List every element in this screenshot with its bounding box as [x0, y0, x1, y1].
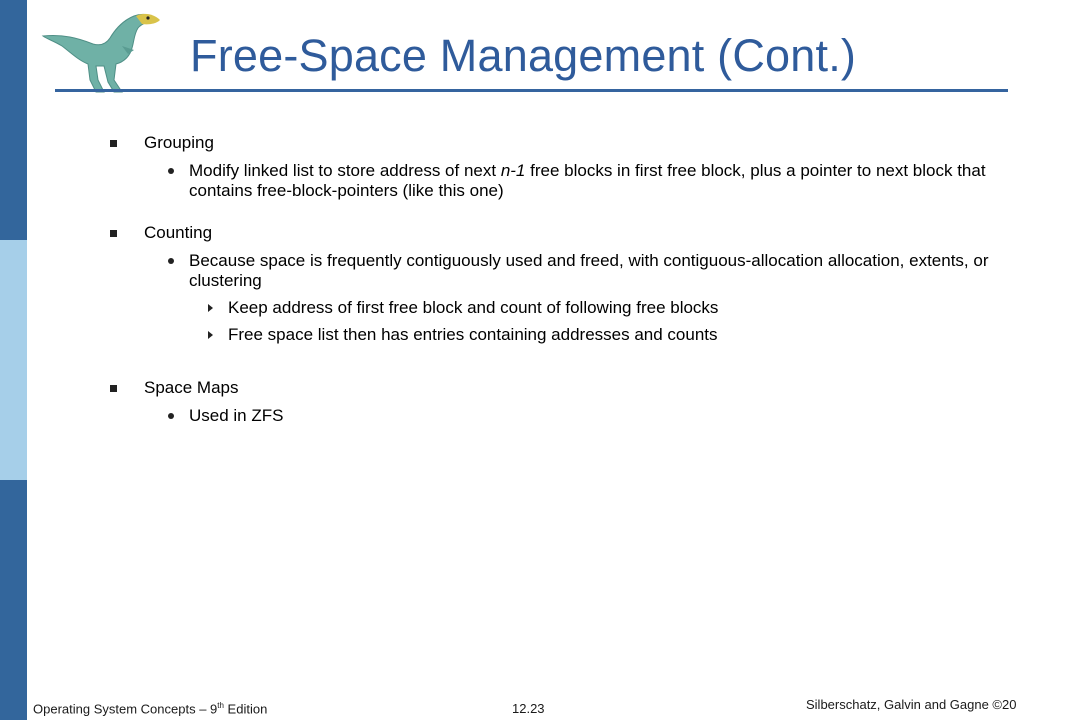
text-emphasis: n-1: [500, 161, 526, 180]
dinosaur-logo-icon: [38, 6, 168, 96]
subsub-bullet-1: Keep address of first free block and count of following free blocks: [228, 298, 719, 317]
sidebar-stripe: [0, 0, 27, 720]
round-bullet-icon: [168, 258, 174, 264]
text-segment: free blocks in first free block, plus a pointer to next block that: [525, 161, 986, 180]
sub-bullet-space-maps-text: Used in ZFS: [189, 406, 284, 425]
sub-bullet-grouping-continuation: contains free-block-pointers (like this one): [189, 181, 504, 200]
subsub-bullet-2: Free space list then has entries containing addresses and counts: [228, 325, 718, 344]
title-underline: [55, 89, 1008, 92]
sidebar-segment-top: [0, 0, 27, 240]
arrow-bullet-icon: [208, 304, 213, 312]
page-title: Free-Space Management (Cont.): [190, 30, 857, 81]
round-bullet-icon: [168, 413, 174, 419]
footer-text: Operating System Concepts – 9: [33, 701, 218, 717]
square-bullet-icon: [110, 140, 117, 147]
round-bullet-icon: [168, 168, 174, 174]
footer-book-title: [33, 701, 267, 716]
bullet-grouping: Grouping: [144, 133, 214, 152]
footer-superscript: th: [217, 701, 224, 710]
footer-page-number: 12.23: [512, 701, 545, 716]
sub-bullet-grouping-text: [189, 161, 986, 181]
sub-bullet-counting-continuation: clustering: [189, 271, 262, 290]
footer-copyright: Silberschatz, Galvin and Gagne ©20: [806, 697, 1017, 712]
square-bullet-icon: [110, 385, 117, 392]
sub-bullet-counting-text: Because space is frequently contiguously used and freed, with contiguous-allocation allocation, extents, or: [189, 251, 989, 270]
sidebar-segment-middle: [0, 240, 27, 480]
sidebar-segment-bottom: [0, 480, 27, 720]
bullet-counting: Counting: [144, 223, 213, 242]
bullet-space-maps: Space Maps: [144, 378, 239, 397]
arrow-bullet-icon: [208, 331, 213, 339]
footer-text: Edition: [223, 701, 268, 717]
square-bullet-icon: [110, 230, 117, 237]
text-segment: Modify linked list to store address of next: [189, 161, 501, 180]
